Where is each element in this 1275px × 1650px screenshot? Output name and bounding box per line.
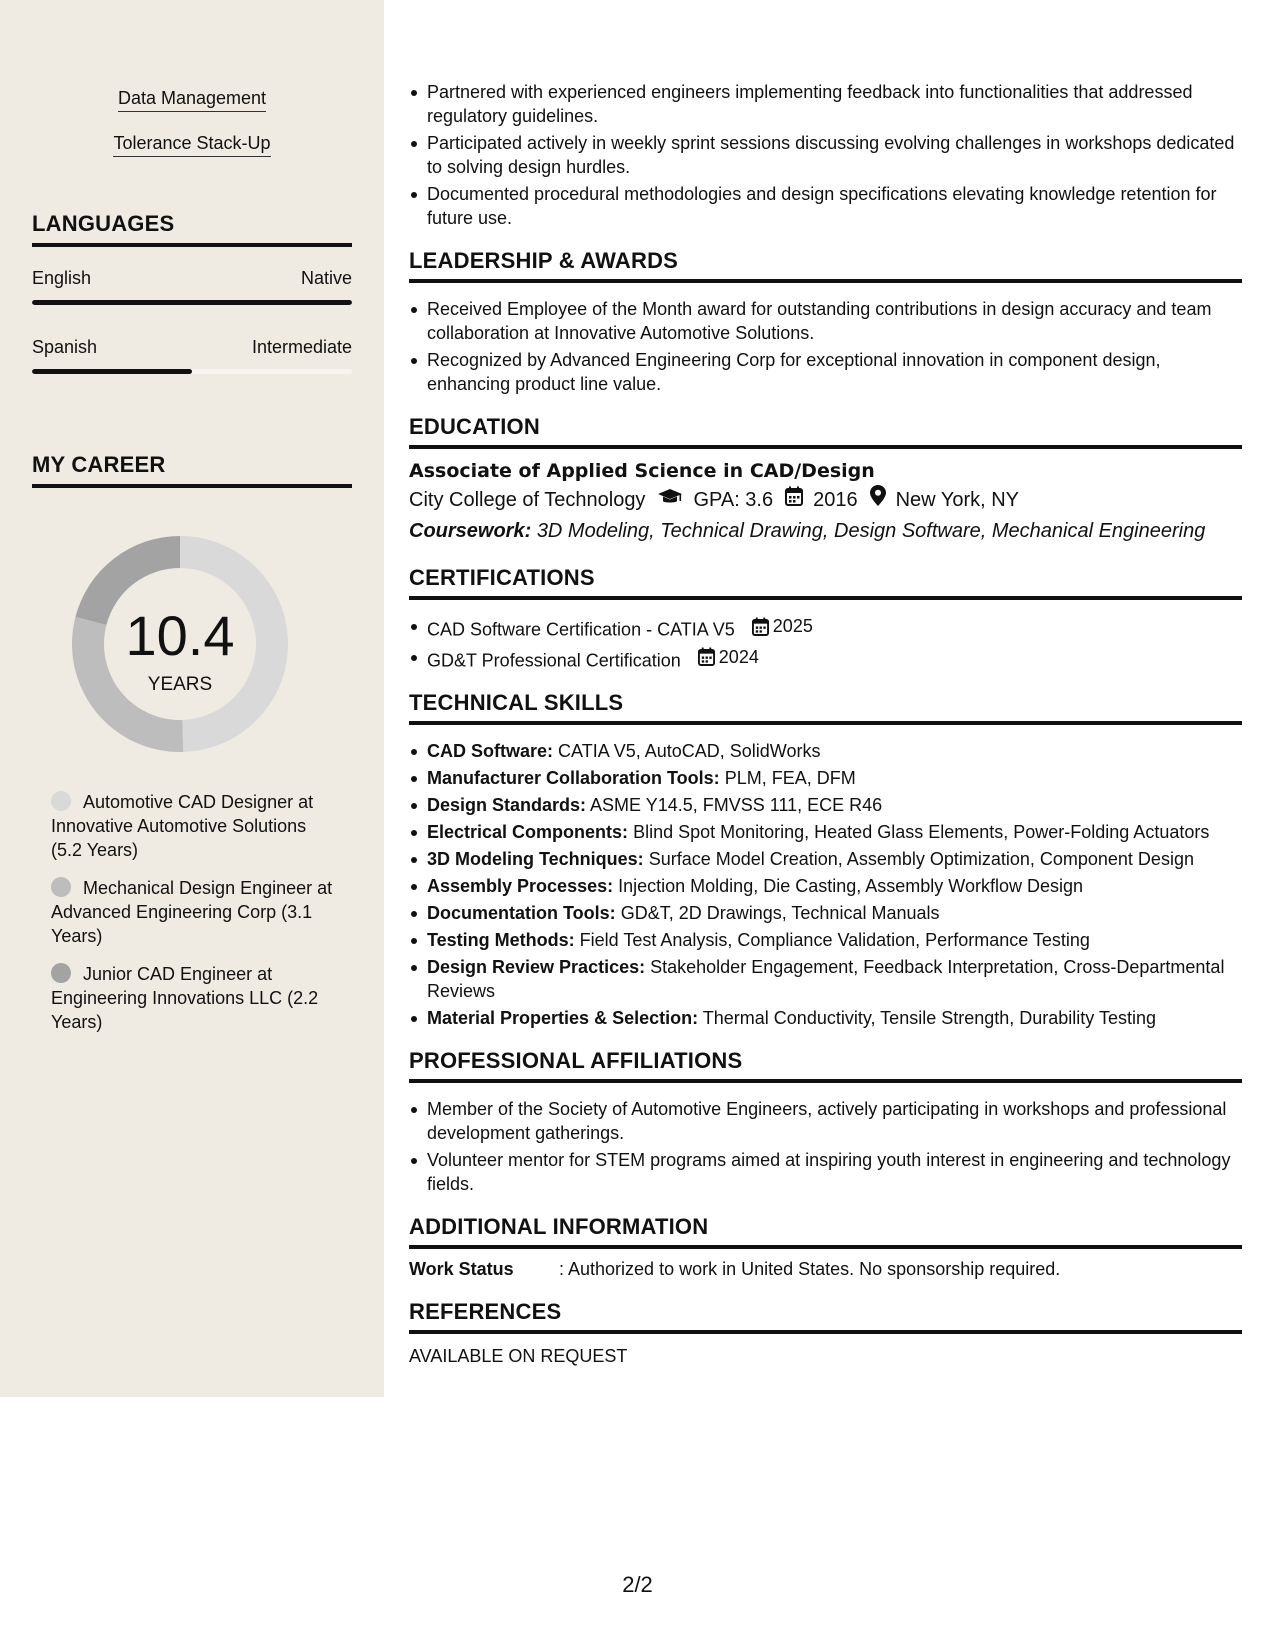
references-heading: REFERENCES <box>409 1299 1242 1334</box>
skill-value: Blind Spot Monitoring, Heated Glass Elements, Power-Folding Actuators <box>633 822 1210 842</box>
skill-label: Assembly Processes: <box>427 876 614 896</box>
career-legend-dot <box>51 791 71 811</box>
skill-value: Surface Model Creation, Assembly Optimization, Component Design <box>648 849 1194 869</box>
degree-title: Associate of Applied Science in CAD/Design <box>409 460 875 482</box>
career-item <box>51 790 341 862</box>
skill-value: CATIA V5, AutoCAD, SolidWorks <box>558 741 821 761</box>
language-proficiency-bar <box>32 369 352 374</box>
skill-item <box>409 793 1242 817</box>
skill-value: GD&T, 2D Drawings, Technical Manuals <box>620 903 940 923</box>
language-name: English <box>32 268 92 288</box>
graduation-cap-icon <box>657 485 683 515</box>
references-section <box>409 1299 1242 1368</box>
award-item: Recognized by Advanced Engineering Corp for exceptional innovation in component design, enhancing product line value. <box>409 348 1242 396</box>
certification-item <box>409 614 1242 642</box>
skill-label: Documentation Tools: <box>427 903 616 923</box>
leadership-heading: LEADERSHIP & AWARDS <box>409 248 1242 283</box>
language-proficiency-fill <box>32 369 192 374</box>
calendar-icon <box>785 485 803 515</box>
experience-bullets <box>409 80 1242 230</box>
language-level: Native <box>300 268 352 288</box>
work-status-row <box>409 1257 1242 1281</box>
coursework-list: 3D Modeling, Technical Drawing, Design Software, Mechanical Engineering <box>536 520 1206 542</box>
language-proficiency-fill <box>32 300 352 305</box>
skill-item <box>409 739 1242 763</box>
certifications-heading: CERTIFICATIONS <box>409 565 1242 600</box>
career-total-years: 10.4 <box>125 604 235 667</box>
skill-value: PLM, FEA, DFM <box>724 768 856 788</box>
experience-bullet: Documented procedural methodologies and design specifications elevating knowledge retention for future use. <box>409 182 1242 230</box>
additional-info-heading: ADDITIONAL INFORMATION <box>409 1214 1242 1249</box>
gpa: GPA: 3.6 <box>693 489 774 511</box>
calendar-icon <box>752 617 769 636</box>
skill-tag-label: Tolerance Stack-Up <box>113 133 270 157</box>
skill-item <box>409 928 1242 952</box>
skill-tag <box>0 88 384 112</box>
skill-value: Field Test Analysis, Compliance Validation, Performance Testing <box>579 930 1090 950</box>
certification-name: CAD Software Certification - CATIA V5 <box>427 619 735 640</box>
sidebar <box>0 0 384 1397</box>
affiliations-heading: PROFESSIONAL AFFILIATIONS <box>409 1048 1242 1083</box>
skill-item <box>409 901 1242 925</box>
career-donut-chart <box>66 530 294 758</box>
skill-item <box>409 820 1242 844</box>
affiliations-section <box>409 1048 1242 1196</box>
technical-skills-list <box>409 739 1242 1030</box>
language-proficiency-bar <box>32 300 352 305</box>
school-name: City College of Technology <box>409 489 646 511</box>
skill-label: Design Review Practices: <box>427 957 646 977</box>
skill-item <box>409 1006 1242 1030</box>
language-name: Spanish <box>32 337 98 357</box>
experience-bullet: Participated actively in weekly sprint sessions discussing evolving challenges in workshops dedicated to solving design hurdles. <box>409 131 1242 179</box>
work-status-value: : Authorized to work in United States. No sponsorship required. <box>559 1259 1061 1279</box>
skill-tag-label: Data Management <box>118 88 266 112</box>
skill-value: ASME Y14.5, FMVSS 111, ECE R46 <box>590 795 883 815</box>
skill-label: Electrical Components: <box>427 822 629 842</box>
coursework-label: Coursework: <box>409 520 532 542</box>
certification-year: 2025 <box>772 616 813 636</box>
skill-value: Stakeholder Engagement, Feedback Interpretation, Cross-Departmental Reviews <box>427 957 1225 1001</box>
education-section <box>409 414 1242 547</box>
certification-name: GD&T Professional Certification <box>427 650 681 670</box>
skill-label: Design Standards: <box>427 795 587 815</box>
affiliation-item: Volunteer mentor for STEM programs aimed at inspiring youth interest in engineering and technology fields. <box>409 1148 1242 1196</box>
affiliation-item: Member of the Society of Automotive Engineers, actively participating in workshops and professional development gatherings. <box>409 1097 1242 1145</box>
references-text: AVAILABLE ON REQUEST <box>409 1346 628 1366</box>
skill-label: Testing Methods: <box>427 930 575 950</box>
skill-item <box>409 766 1242 790</box>
skill-item <box>409 955 1242 1003</box>
certification-year: 2024 <box>718 646 759 667</box>
page-number: 2/2 <box>622 1572 653 1597</box>
skill-item <box>409 874 1242 898</box>
skill-label: Material Properties & Selection: <box>427 1008 699 1028</box>
career-years-label: YEARS <box>147 674 213 695</box>
experience-bullet: Partnered with experienced engineers implementing feedback into functionalities that addressed regulatory guidelines. <box>409 80 1242 128</box>
skill-item <box>409 847 1242 871</box>
career-legend-dot <box>51 877 71 897</box>
career-item <box>51 962 341 1034</box>
skill-label: 3D Modeling Techniques: <box>427 849 644 869</box>
career-item-text: Junior CAD Engineer at Engineering Innovations LLC (2.2 Years) <box>51 964 319 1032</box>
main-content <box>409 80 1242 1368</box>
calendar-icon <box>698 647 715 666</box>
skill-label: CAD Software: <box>427 741 554 761</box>
skill-tag <box>0 133 384 157</box>
award-item: Received Employee of the Month award for outstanding contributions in design accuracy and team collaboration at Innovative Automotive Solutions. <box>409 297 1242 345</box>
graduation-year: 2016 <box>813 489 858 511</box>
work-status-label: Work Status <box>409 1259 514 1279</box>
leadership-section <box>409 248 1242 396</box>
technical-skills-heading: TECHNICAL SKILLS <box>409 690 1242 725</box>
education-heading: EDUCATION <box>409 414 1242 449</box>
location-pin-icon <box>870 485 886 515</box>
career-legend-dot <box>51 963 71 983</box>
career-heading: MY CAREER <box>32 452 352 488</box>
language-row <box>32 337 352 358</box>
career-item <box>51 876 341 948</box>
technical-skills-section <box>409 690 1242 1030</box>
language-level: Intermediate <box>251 337 352 357</box>
coursework <box>409 515 1242 547</box>
skill-value: Thermal Conductivity, Tensile Strength, Durability Testing <box>702 1008 1156 1028</box>
additional-info-section <box>409 1214 1242 1281</box>
skill-value: Injection Molding, Die Casting, Assembly Workflow Design <box>618 876 1083 896</box>
languages-heading: LANGUAGES <box>32 211 352 247</box>
education-meta <box>409 485 1242 515</box>
school-location: New York, NY <box>895 489 1019 511</box>
certification-item <box>409 645 1242 673</box>
language-row <box>32 268 352 289</box>
certifications-section <box>409 565 1242 672</box>
skill-label: Manufacturer Collaboration Tools: <box>427 768 720 788</box>
career-item-text: Mechanical Design Engineer at Advanced Engineering Corp (3.1 Years) <box>51 878 333 946</box>
career-item-text: Automotive CAD Designer at Innovative Automotive Solutions (5.2 Years) <box>51 792 314 860</box>
